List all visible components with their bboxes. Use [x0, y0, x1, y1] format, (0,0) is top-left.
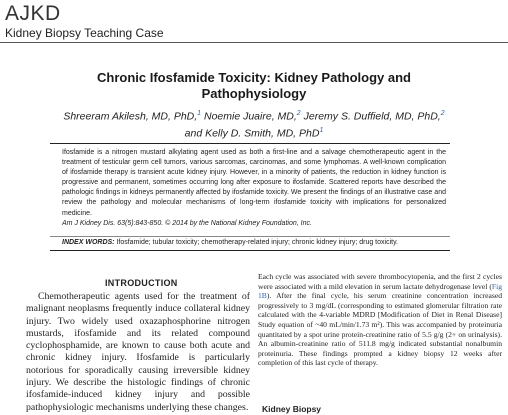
case-text-part-1: Each cycle was associated with severe thrombocytopenia, and the first 2 cycles were associated with a mild elevation in serum lactate dehydrogenase level ( — [258, 272, 502, 291]
author-names-2: Noemie Juaire, MD, — [201, 110, 297, 123]
kidney-biopsy-heading: Kidney Biopsy — [262, 404, 322, 414]
affiliation-mark[interactable]: 2 — [296, 110, 301, 117]
affiliation-mark[interactable]: 1 — [197, 110, 202, 117]
author-names-1: Shreeram Akilesh, MD, PhD, — [63, 110, 198, 123]
abstract-keyword-rule — [50, 236, 450, 237]
author-names-3: Jeremy S. Duffield, MD, PhD, — [300, 110, 441, 123]
index-words-list: Ifosfamide; tubular toxicity; chemotherapy-related injury; chronic kidney injury; drug toxicity. — [114, 239, 398, 246]
abstract-text: Ifosfamide is a nitrogen mustard alkylating agent used as both a first-line and a salvage chemotherapeutic agent in the treatment of testicular germ cell tumors, various sarcomas, carcinomas, and some lymphomas. A well-known complication of ifosfamide therapy is transient acute kidney injury. However, in a minority of patients, the reduction in kidney function is progressive and permanent, sometimes occurring long after exposure to ifosfamide. Scattered reports have described the pathologic findings in kidneys permanently affected by ifosfamide toxicity. We present the findings of an illustrative case and review the pathology and molecular mechanisms of long-term ifosfamide toxicity with implications for personalized medicine. — [62, 149, 446, 217]
introduction-heading: INTRODUCTION — [105, 278, 178, 288]
article-title: Chronic Ifosfamide Toxicity: Kidney Pathology and Pathophysiology — [97, 70, 411, 101]
affiliation-mark[interactable]: 1 — [319, 126, 324, 134]
citation: Am J Kidney Dis. 63(5):843-850. © 2014 by the National Kidney Foundation, Inc. — [62, 219, 312, 227]
section-label: Kidney Biopsy Teaching Case — [5, 26, 164, 40]
affiliation-mark[interactable]: 2 — [440, 110, 445, 117]
introduction-body: Chemotherapeutic agents used for the treatment of malignant neoplasms frequently induce collateral kidney injury. Two widely used oxazaphosphorine nitrogen mustards, ifosfamide and its related compound cyclophosphamide, are known to cause both acute and chronic kidney injury. Ifosfamide is particularly notorious for sporadically causing irreversible kidney injury. We describe the histologic findings of chronic ifosfamide-induced kidney injury and possible pathophysiologic mechanisms underlying these changes. — [26, 291, 250, 413]
case-text-part-2: ). After the final cycle, his serum creatinine concentration increased progressively to 3 mg/dL (corresponding to estimated glomerular filtration rate calculated with the 4-variable MDRD [Modification of Diet in Renal Disease] Study equation of ~40 mL/min/1.73 m²). This was accompanied by proteinuria quantitated by a spot urine protein-creatinine ratio of 5.5 g/g (2+ on urinalysis). An albumin-creatinine ratio of 511.8 mg/g indicated substantial nonalbumin proteinuria. These findings prompted a kidney biopsy 12 weeks after completion of this last cycle of therapy. — [258, 291, 502, 368]
figure-link[interactable]: Fig 1B — [258, 281, 502, 301]
abstract — [62, 148, 446, 229]
author-names-4: and Kelly D. Smith, MD, PhD — [184, 127, 320, 139]
index-words-label: INDEX WORDS: — [62, 239, 115, 246]
abstract-bottom-rule — [50, 250, 450, 251]
journal-name: AJKD — [5, 2, 61, 25]
abstract-top-rule — [50, 143, 450, 144]
author-list — [40, 107, 468, 140]
index-words — [62, 238, 446, 248]
header-divider — [0, 42, 508, 43]
case-report-text — [258, 272, 502, 368]
